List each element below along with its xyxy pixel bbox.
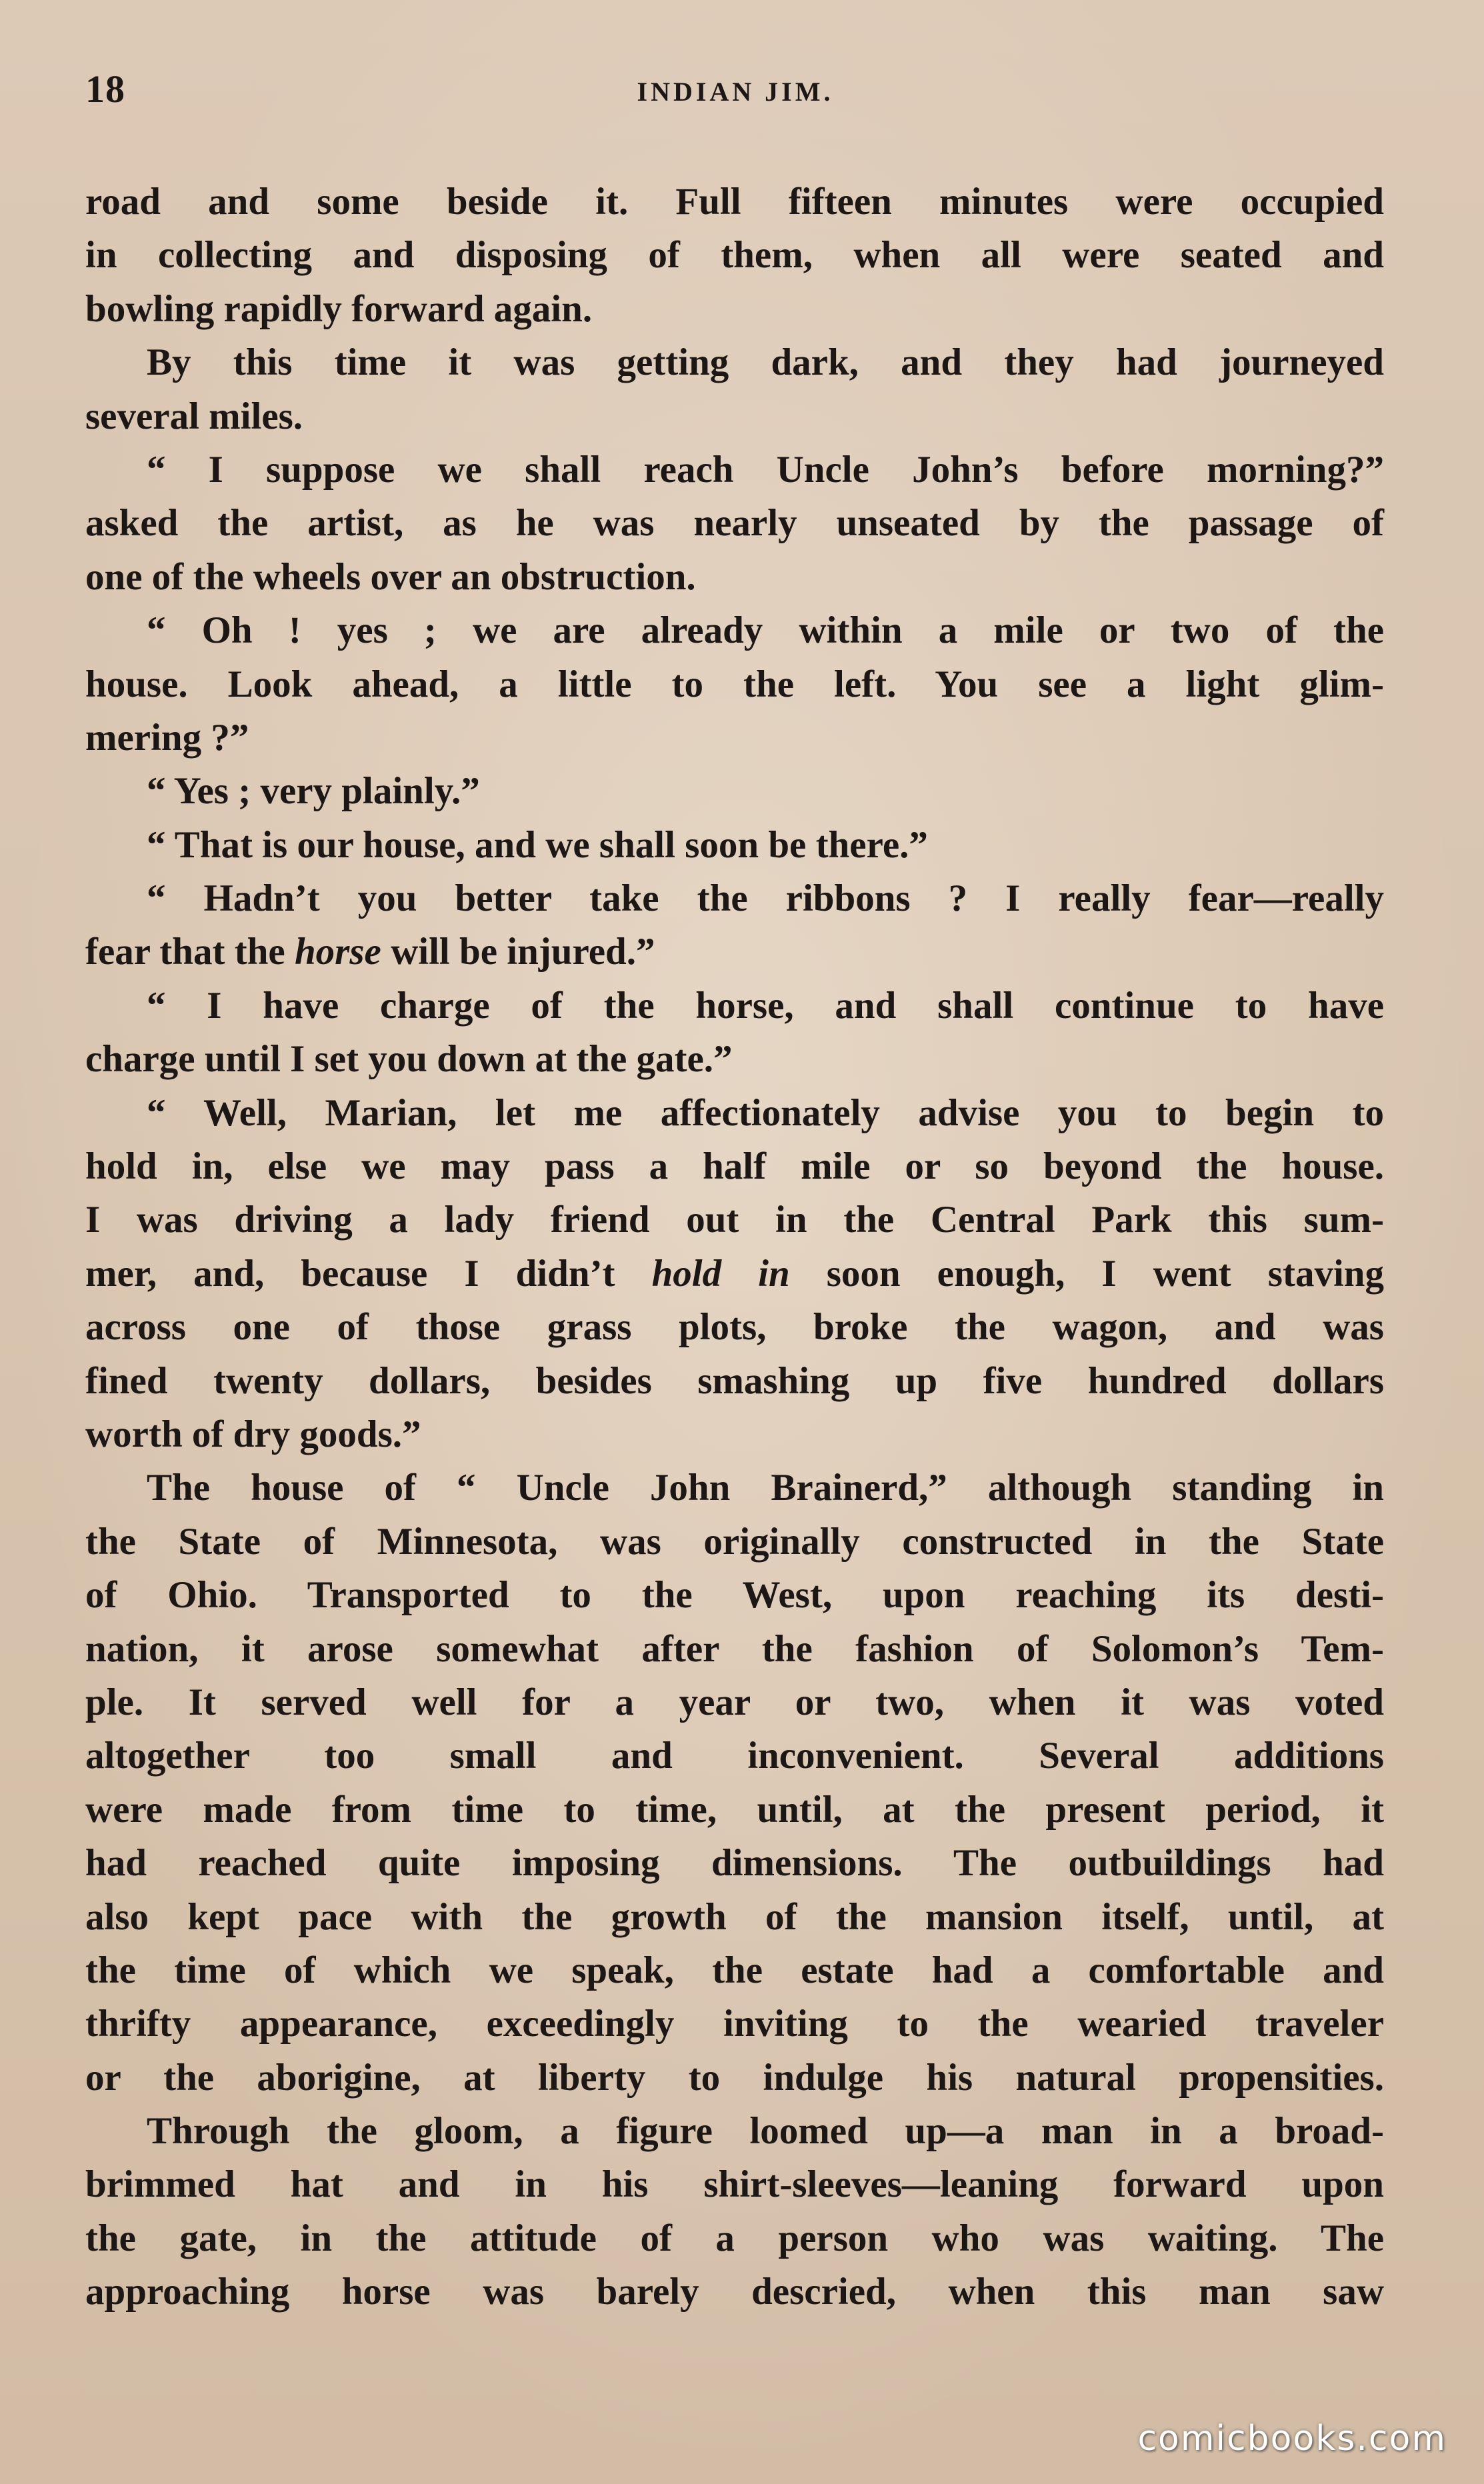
text-line <box>85 390 1384 443</box>
text-line <box>85 2212 1384 2265</box>
text-line <box>85 2105 1384 2158</box>
text-line <box>85 604 1384 657</box>
text-line <box>85 175 1384 229</box>
text-line <box>85 1033 1384 1086</box>
text-run: soon enough, I went staving <box>789 1252 1384 1295</box>
text-run: approaching horse was barely descried, when this man saw <box>85 2271 1384 2313</box>
text-run: road and some beside it. Full fifteen minutes were occupied <box>85 181 1384 223</box>
italic-text: hold in <box>651 1252 790 1295</box>
text-line <box>85 1515 1384 1569</box>
text-line <box>85 1408 1384 1461</box>
text-run: house. Look ahead, a little to the left. You see a light glim- <box>85 663 1384 705</box>
text-line <box>85 1891 1384 1944</box>
text-line <box>85 497 1384 550</box>
text-line <box>85 1355 1384 1408</box>
text-line <box>85 1944 1384 1997</box>
text-run: “ That is our house, and we shall soon be there.” <box>147 823 928 866</box>
text-run: in collecting and disposing of them, when all were seated and <box>85 234 1384 277</box>
text-run: “ Yes ; very plainly.” <box>147 770 480 813</box>
text-run: the time of which we speak, the estate had a comfortable and <box>85 1949 1384 1991</box>
text-line <box>85 1461 1384 1515</box>
text-line <box>85 1569 1384 1622</box>
text-run: nation, it arose somewhat after the fashion of Solomon’s Tem- <box>85 1627 1384 1670</box>
text-run: hold in, else we may pass a half mile or so beyond the house. <box>85 1145 1384 1188</box>
text-run: were made from time to time, until, at the present period, it <box>85 1788 1384 1831</box>
text-line <box>85 765 1384 818</box>
text-run: also kept pace with the growth of the mansion itself, until, at <box>85 1895 1384 1938</box>
text-run: By this time it was getting dark, and they had journeyed <box>147 341 1384 384</box>
text-line <box>85 1247 1384 1301</box>
text-line <box>85 1997 1384 2051</box>
text-run: altogether too small and inconvenient. Several additions <box>85 1735 1384 1777</box>
body-text <box>85 175 1384 2319</box>
text-line <box>85 1301 1384 1354</box>
text-run: one of the wheels over an obstruction. <box>85 555 696 598</box>
text-run: fined twenty dollars, besides smashing up five hundred dollars <box>85 1359 1384 1402</box>
text-run: of Ohio. Transported to the West, upon reaching its desti- <box>85 1574 1384 1617</box>
text-run: bowling rapidly forward again. <box>85 287 593 330</box>
text-line <box>85 2051 1384 2105</box>
text-run: brimmed hat and in his shirt-sleeves—leaning forward upon <box>85 2163 1384 2206</box>
text-run: mering ?” <box>85 716 249 759</box>
text-run: thrifty appearance, exceedingly inviting to the wearied traveler <box>85 2003 1384 2045</box>
text-run: several miles. <box>85 395 303 437</box>
text-run: “ I have charge of the horse, and shall continue to have <box>147 984 1384 1027</box>
text-run: the gate, in the attitude of a person who was waiting. The <box>85 2217 1384 2259</box>
text-line <box>85 2158 1384 2211</box>
text-run: “ Well, Marian, let me affectionately advise you to begin to <box>147 1091 1384 1134</box>
text-run: across one of those grass plots, broke the wagon, and was <box>85 1306 1384 1349</box>
text-line <box>85 229 1384 282</box>
text-line <box>85 551 1384 604</box>
text-line <box>85 1729 1384 1783</box>
page-header <box>85 67 1385 120</box>
text-line <box>85 1193 1384 1247</box>
text-line <box>85 711 1384 765</box>
text-line <box>85 819 1384 872</box>
text-line <box>85 336 1384 389</box>
text-run: mer, and, because I didn’t <box>85 1252 652 1295</box>
text-line <box>85 872 1384 925</box>
text-line <box>85 1623 1384 1676</box>
text-line <box>85 1837 1384 1890</box>
text-run: fear that the <box>85 931 295 973</box>
text-run: “ Hadn’t you better take the ribbons ? I really fear—really <box>147 877 1384 920</box>
text-run: “ Oh ! yes ; we are already within a mile or two of the <box>147 609 1384 652</box>
text-line <box>85 283 1384 336</box>
text-line <box>85 925 1384 979</box>
text-run: had reached quite imposing dimensions. The outbuildings had <box>85 1842 1384 1885</box>
text-line <box>85 658 1384 711</box>
text-run: Through the gloom, a figure loomed up—a man in a broad- <box>147 2110 1384 2153</box>
text-run: ple. It served well for a year or two, when it was voted <box>85 1681 1384 1723</box>
text-line <box>85 1783 1384 1837</box>
text-line <box>85 1676 1384 1729</box>
italic-text: horse <box>294 931 381 973</box>
text-line <box>85 2265 1384 2319</box>
watermark: comicbooks.com <box>1137 2419 1447 2459</box>
text-run: I was driving a lady friend out in the Central Park this sum- <box>85 1199 1384 1241</box>
text-run: The house of “ Uncle John Brainerd,” although standing in <box>147 1467 1384 1509</box>
text-line <box>85 443 1384 497</box>
text-run: will be injured.” <box>381 931 655 973</box>
running-title: INDIAN JIM. <box>637 77 834 107</box>
text-run: the State of Minnesota, was originally constructed in the State <box>85 1520 1384 1563</box>
text-run: charge until I set you down at the gate.” <box>85 1038 733 1081</box>
text-line <box>85 1087 1384 1140</box>
text-run: “ I suppose we shall reach Uncle John’s before morning?” <box>147 448 1384 491</box>
text-run: worth of dry goods.” <box>85 1413 421 1455</box>
page-number: 18 <box>85 67 125 111</box>
text-line <box>85 1140 1384 1193</box>
text-line <box>85 979 1384 1033</box>
text-run: or the aborigine, at liberty to indulge his natural propensities. <box>85 2056 1384 2099</box>
text-run: asked the artist, as he was nearly unseated by the passage of <box>85 502 1384 545</box>
